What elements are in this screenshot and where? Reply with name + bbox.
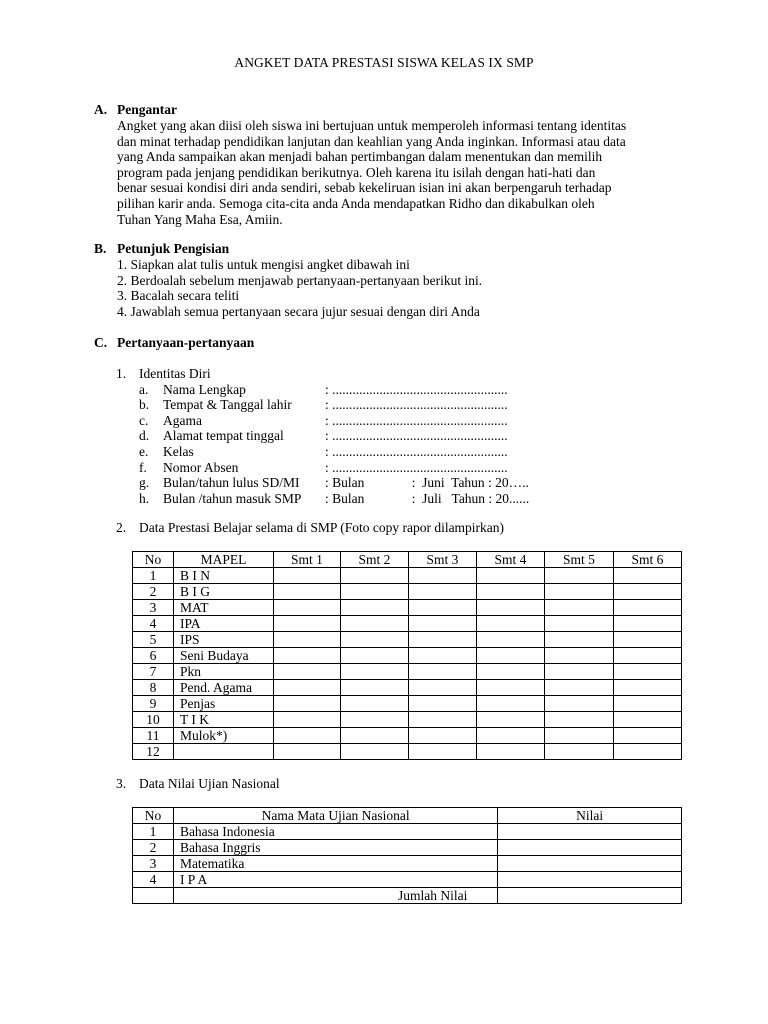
grade-cell-smt-1[interactable] [274, 616, 341, 632]
grade-cell-smt-4[interactable] [477, 696, 545, 712]
row-field: Kelas [163, 444, 194, 459]
grade-cell-smt-4[interactable] [477, 680, 545, 696]
row-value[interactable]: : Bulan : Juni Tahun : 20….. [325, 475, 529, 491]
table-row [133, 696, 682, 712]
column-header: Smt 1 [274, 552, 341, 568]
grade-cell-smt-1[interactable] [274, 664, 341, 680]
row-number: 11 [133, 728, 174, 744]
row-key: e. [139, 444, 149, 459]
row-key: a. [139, 381, 149, 397]
exam-subject-name: Bahasa Indonesia [173, 824, 497, 840]
grade-cell-smt-2[interactable] [341, 728, 409, 744]
column-header: Smt 2 [341, 552, 409, 568]
subject-name: B I N [174, 568, 274, 584]
row-number: 1 [133, 568, 174, 584]
score-cell[interactable] [498, 872, 682, 888]
section-title: Petunjuk Pengisian [117, 241, 230, 256]
grade-cell-smt-5[interactable] [545, 696, 614, 712]
paragraph-line: Angket yang akan diisi oleh siswa ini bertujuan untuk memperoleh informasi tentang identitas [117, 118, 627, 133]
empty-cell [133, 888, 174, 904]
section-label: A. [94, 102, 108, 117]
row-key: f. [139, 459, 147, 475]
identity-row [139, 412, 508, 429]
grade-cell-smt-4[interactable] [477, 600, 545, 616]
grade-cell-smt-4[interactable] [477, 584, 545, 600]
grade-cell-smt-6[interactable] [614, 616, 682, 632]
table-row [133, 824, 682, 840]
paragraph-line: dan minat terhadap pendidikan lanjutan dan keahlian yang Anda inginkan. Informasi atau data [117, 133, 626, 149]
row-key: h. [139, 490, 150, 506]
row-field: Nama Lengkap [163, 381, 246, 397]
exam-table [132, 807, 682, 904]
grade-cell-smt-5[interactable] [545, 744, 614, 760]
table-row [133, 600, 682, 616]
row-number: 3 [133, 600, 174, 616]
question-prestasi [116, 520, 504, 536]
instruction-item: 1. Siapkan alat tulis untuk mengisi angket dibawah ini [117, 257, 410, 272]
section-label: C. [94, 335, 108, 350]
row-number: 12 [133, 744, 174, 760]
grade-cell-smt-3[interactable] [409, 664, 477, 680]
grade-cell-smt-1[interactable] [274, 712, 341, 728]
table-row [133, 584, 682, 600]
question-number: 2. [116, 520, 127, 535]
grades-table [132, 551, 682, 760]
section-heading [94, 335, 714, 351]
row-value[interactable]: : Bulan : Juli Tahun : 20...... [325, 490, 530, 506]
subject-name [174, 744, 274, 760]
grade-cell-smt-6[interactable] [614, 744, 682, 760]
subject-name: B I G [174, 584, 274, 600]
grade-cell-smt-1[interactable] [274, 568, 341, 584]
section-title: Pengantar [117, 102, 177, 117]
identity-row [139, 490, 530, 507]
grade-cell-smt-3[interactable] [409, 728, 477, 744]
total-row [133, 888, 682, 904]
grade-cell-smt-5[interactable] [545, 568, 614, 584]
grade-cell-smt-6[interactable] [614, 664, 682, 680]
column-header: Smt 3 [409, 552, 477, 568]
grade-cell-smt-4[interactable] [477, 632, 545, 648]
row-field: Bulan /tahun masuk SMP [163, 490, 302, 506]
grade-cell-smt-6[interactable] [614, 584, 682, 600]
grade-cell-smt-1[interactable] [274, 648, 341, 664]
grade-cell-smt-6[interactable] [614, 568, 682, 584]
column-header: MAPEL [174, 552, 274, 568]
paragraph-line: yang Anda sampaikan akan menjadi bahan pertimbangan dalam menentukan dan memilih [117, 149, 603, 165]
column-header: Nama Mata Ujian Nasional [173, 808, 497, 824]
question-number: 3. [116, 776, 127, 791]
subject-name: IPA [174, 616, 274, 632]
intro-paragraph [117, 118, 714, 227]
grade-cell-smt-1[interactable] [274, 584, 341, 600]
table-row [133, 648, 682, 664]
section-title: Pertanyaan-pertanyaan [117, 335, 255, 350]
subject-name: Pend. Agama [174, 680, 274, 696]
column-header: Smt 6 [614, 552, 682, 568]
table-header-row [133, 552, 682, 568]
identity-row [139, 397, 508, 413]
grade-cell-smt-4[interactable] [477, 728, 545, 744]
grade-cell-smt-5[interactable] [545, 664, 614, 680]
score-cell[interactable] [498, 840, 682, 856]
grade-cell-smt-4[interactable] [477, 664, 545, 680]
total-value-cell[interactable] [498, 888, 682, 904]
table-row [133, 664, 682, 680]
grade-cell-smt-6[interactable] [614, 696, 682, 712]
section-label: B. [94, 241, 107, 256]
row-value[interactable]: : .................................................... [325, 444, 508, 459]
exam-subject-name: I P A [173, 872, 497, 888]
paragraph-line: Tuhan Yang Maha Esa, Amiin. [117, 211, 283, 227]
exam-subject-name: Matematika [173, 856, 497, 872]
section-pengantar [94, 102, 714, 227]
grade-cell-smt-6[interactable] [614, 648, 682, 664]
table-row [133, 744, 682, 760]
grade-cell-smt-2[interactable] [341, 568, 409, 584]
subject-name: MAT [174, 600, 274, 616]
table-row [133, 872, 682, 888]
identity-row [139, 444, 508, 460]
grade-cell-smt-5[interactable] [545, 712, 614, 728]
exam-subject-name: Bahasa Inggris [173, 840, 497, 856]
grade-cell-smt-3[interactable] [409, 616, 477, 632]
section-heading [94, 102, 714, 118]
row-value[interactable]: : .................................................... [325, 459, 508, 475]
table-row [133, 616, 682, 632]
grade-cell-smt-2[interactable] [341, 696, 409, 712]
grade-cell-smt-6[interactable] [614, 712, 682, 728]
row-number: 5 [133, 632, 174, 648]
subject-name: IPS [174, 632, 274, 648]
grade-cell-smt-5[interactable] [545, 648, 614, 664]
question-title: Identitas Diri [139, 366, 211, 381]
score-cell[interactable] [498, 856, 682, 872]
grade-cell-smt-2[interactable] [341, 712, 409, 728]
row-number: 7 [133, 664, 174, 680]
identity-row [139, 428, 508, 444]
row-number: 8 [133, 680, 174, 696]
grade-cell-smt-6[interactable] [614, 632, 682, 648]
row-number: 4 [133, 616, 174, 632]
row-value[interactable]: : .................................................... [325, 412, 508, 428]
row-value[interactable]: : .................................................... [325, 381, 508, 397]
paragraph-line: benar sesuai kondisi diri anda sendiri, sebab kekeliruan isian ini akan berpengaruh terhadap [117, 180, 612, 196]
table-row [133, 712, 682, 728]
grade-cell-smt-2[interactable] [341, 680, 409, 696]
grade-cell-smt-3[interactable] [409, 648, 477, 664]
table-row [133, 680, 682, 696]
grade-cell-smt-1[interactable] [274, 600, 341, 616]
table-row [133, 568, 682, 584]
grade-cell-smt-2[interactable] [341, 664, 409, 680]
question-number: 1. [116, 366, 127, 381]
row-field: Bulan/tahun lulus SD/MI [163, 475, 300, 491]
grade-cell-smt-5[interactable] [545, 600, 614, 616]
table-header-row [133, 808, 682, 824]
row-field: Nomor Absen [163, 459, 239, 475]
grade-cell-smt-5[interactable] [545, 632, 614, 648]
subject-name: Pkn [174, 664, 274, 680]
question-identitas [116, 366, 211, 382]
grade-cell-smt-2[interactable] [341, 600, 409, 616]
grade-cell-smt-4[interactable] [477, 616, 545, 632]
grade-cell-smt-5[interactable] [545, 728, 614, 744]
question-title: Data Nilai Ujian Nasional [139, 776, 280, 791]
grade-cell-smt-5[interactable] [545, 616, 614, 632]
row-number: 4 [133, 872, 174, 888]
column-header: No [133, 552, 174, 568]
row-number: 10 [133, 712, 174, 728]
row-value[interactable]: : .................................................... [325, 397, 508, 413]
grade-cell-smt-6[interactable] [614, 680, 682, 696]
row-key: g. [139, 475, 150, 491]
section-pertanyaan [94, 335, 714, 351]
row-key: b. [139, 397, 150, 413]
question-title: Data Prestasi Belajar selama di SMP (Foto copy rapor dilampirkan) [139, 520, 505, 535]
identity-row [139, 381, 508, 398]
paragraph-line: program pada jenjang pendidikan berikutnya. Oleh karena itu isilah dengan hati-hati dan [117, 164, 596, 180]
column-header: No [133, 808, 174, 824]
grade-cell-smt-1[interactable] [274, 632, 341, 648]
section-heading [94, 241, 714, 257]
grade-cell-smt-6[interactable] [614, 600, 682, 616]
grade-cell-smt-2[interactable] [341, 744, 409, 760]
grade-cell-smt-5[interactable] [545, 680, 614, 696]
section-petunjuk [94, 241, 714, 319]
identity-row [139, 475, 529, 491]
grade-cell-smt-4[interactable] [477, 568, 545, 584]
grade-cell-smt-3[interactable] [409, 712, 477, 728]
row-field: Agama [163, 412, 202, 428]
grade-cell-smt-3[interactable] [409, 680, 477, 696]
row-field: Alamat tempat tinggal [163, 428, 284, 444]
grade-cell-smt-3[interactable] [409, 584, 477, 600]
question-ujian-nasional [116, 776, 280, 792]
row-number: 2 [133, 584, 174, 600]
row-number: 3 [133, 856, 174, 872]
grade-cell-smt-1[interactable] [274, 680, 341, 696]
column-header: Smt 5 [545, 552, 614, 568]
grade-cell-smt-3[interactable] [409, 568, 477, 584]
grade-cell-smt-1[interactable] [274, 744, 341, 760]
grade-cell-smt-2[interactable] [341, 616, 409, 632]
row-number: 2 [133, 840, 174, 856]
table-row [133, 728, 682, 744]
row-field: Tempat & Tanggal lahir [163, 397, 292, 413]
instruction-item: 3. Bacalah secara teliti [117, 288, 240, 304]
score-cell[interactable] [498, 824, 682, 840]
grade-cell-smt-3[interactable] [409, 744, 477, 760]
subject-name: Penjas [174, 696, 274, 712]
grade-cell-smt-4[interactable] [477, 712, 545, 728]
column-header: Nilai [498, 808, 682, 824]
grade-cell-smt-5[interactable] [545, 584, 614, 600]
grade-cell-smt-2[interactable] [341, 584, 409, 600]
instruction-item: 2. Berdoalah sebelum menjawab pertanyaan-pertanyaan berikut ini. [117, 272, 483, 288]
page-title: ANGKET DATA PRESTASI SISWA KELAS IX SMP [234, 55, 534, 70]
grade-cell-smt-6[interactable] [614, 728, 682, 744]
row-key: d. [139, 428, 150, 444]
subject-name: Seni Budaya [174, 648, 274, 664]
grade-cell-smt-4[interactable] [477, 744, 545, 760]
row-key: c. [139, 412, 149, 428]
table-row [133, 632, 682, 648]
row-number: 1 [133, 824, 174, 840]
subject-name: Mulok*) [174, 728, 274, 744]
identity-row [139, 459, 508, 476]
column-header: Smt 4 [477, 552, 545, 568]
row-number: 9 [133, 696, 174, 712]
grade-cell-smt-3[interactable] [409, 632, 477, 648]
row-value[interactable]: : .................................................... [325, 428, 508, 444]
grade-cell-smt-2[interactable] [341, 648, 409, 664]
grade-cell-smt-1[interactable] [274, 728, 341, 744]
table-row [133, 840, 682, 856]
table-row [133, 856, 682, 872]
subject-name: T I K [174, 712, 274, 728]
paragraph-line: pilihan karir anda. Semoga cita-cita anda Anda mendapatkan Ridho dan dikabulkan oleh [117, 195, 595, 211]
grade-cell-smt-3[interactable] [409, 600, 477, 616]
grade-cell-smt-1[interactable] [274, 696, 341, 712]
instruction-item: 4. Jawablah semua pertanyaan secara jujur sesuai dengan diri Anda [117, 303, 480, 319]
grade-cell-smt-2[interactable] [341, 632, 409, 648]
total-label: Jumlah Nilai [173, 888, 497, 904]
grade-cell-smt-4[interactable] [477, 648, 545, 664]
grade-cell-smt-3[interactable] [409, 696, 477, 712]
row-number: 6 [133, 648, 174, 664]
